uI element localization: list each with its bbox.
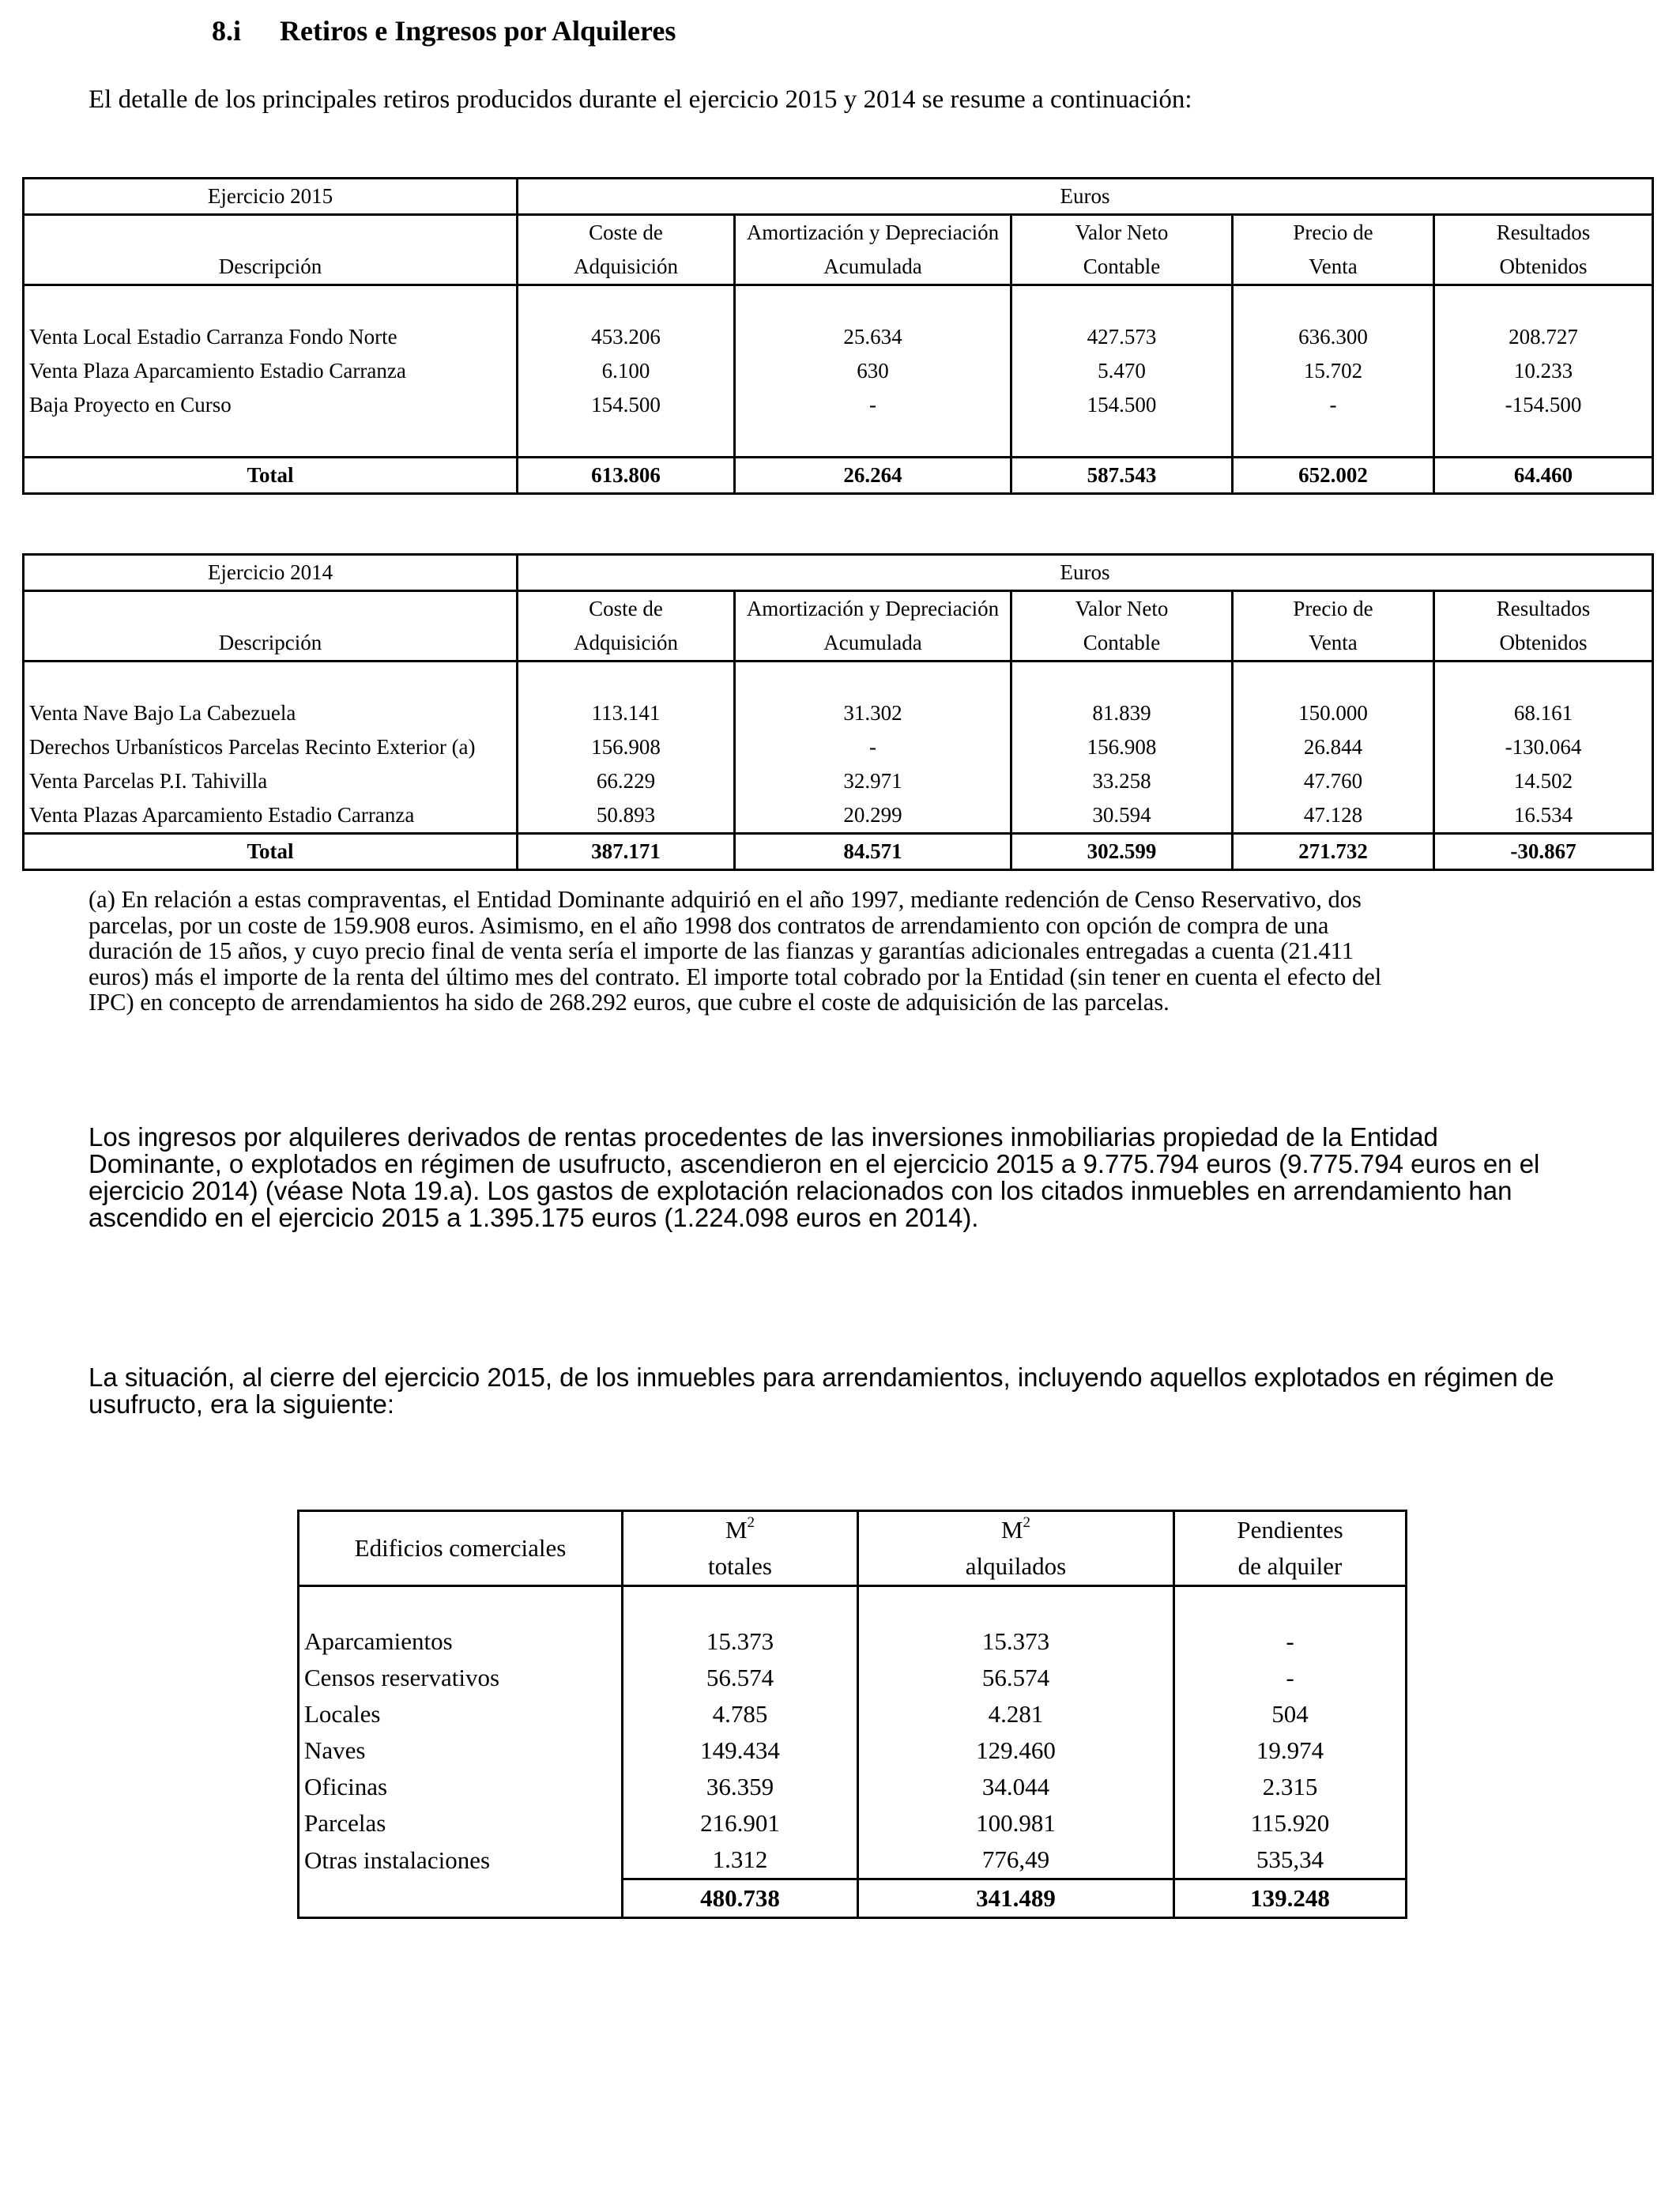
descripcion-header: Descripción: [24, 250, 518, 285]
table-row: Naves 149.434 129.460 19.974: [299, 1732, 1407, 1769]
col-header: Amortización y Depreciación: [735, 591, 1011, 627]
col-header: Obtenidos: [1434, 626, 1653, 662]
euros-header: Euros: [518, 179, 1653, 215]
col-header: Resultados: [1434, 215, 1653, 251]
rental-income-paragraph: Los ingresos por alquileres derivados de rentas procedentes de las inversiones inmobiliarias propiedad de la Entidad Dominante, o explotados en régimen de usufructo, ascendieron en el ejercicio 2015 a 9.775.794 euros (9.775.794 euros en el ejercicio 2014) (véase Nota 19.a). Los gastos de explotación relacionados con los citados inmuebles en arrendamiento han ascendido en el ejercicio 2015 a 1.395.175 euros (1.224.098 euros en 2014).: [89, 1122, 1540, 1232]
col-header: Pendientes: [1174, 1511, 1407, 1549]
table-row: Baja Proyecto en Curso 154.500 - 154.500 - -154.500: [24, 388, 1653, 422]
section-title: [212, 14, 676, 47]
total-row: 480.738 341.489 139.248: [299, 1879, 1407, 1918]
table-row: Venta Local Estadio Carranza Fondo Norte 453.206 25.634 427.573 636.300 208.727: [24, 320, 1653, 354]
intro-text: El detalle de los principales retiros producidos durante el ejercicio 2015 y 2014 se resume a continuación:: [89, 85, 1192, 114]
descripcion-header: Descripción: [24, 626, 518, 662]
col-header: Venta: [1233, 626, 1434, 662]
col-header: Adquisición: [518, 250, 735, 285]
table-row: Censos reservativos 56.574 56.574 -: [299, 1660, 1407, 1696]
total-row: Total 613.806 26.264 587.543 652.002 64.460: [24, 458, 1653, 494]
footnote: (a) En relación a estas compraventas, el Entidad Dominante adquirió en el año 1997, mediante redención de Censo Reservativo, dos parcelas, por un coste de 159.908 euros. Asimismo, en el año 1998 dos contratos de arrendamiento con opción de compra de una duración de 15 años, y cuyo precio final de venta sería el importe de las fianzas y garantías adicionales entregadas a cuenta (21.411 euros) más el importe de la renta del último mes del contrato. El importe total cobrado por la Entidad (sin tener en cuenta el efecto del IPC) en concepto de arrendamientos ha sido de 268.292 euros, que cubre el coste de adquisición de las parcelas.: [89, 886, 1382, 1016]
col-header: Resultados: [1434, 591, 1653, 627]
situation-paragraph: La situación, al cierre del ejercicio 2015, de los inmuebles para arrendamientos, incluyendo aquellos explotados en régimen de usufructo, era la siguiente:: [89, 1363, 1554, 1419]
col-header: Valor Neto: [1011, 215, 1233, 251]
ejercicio-label: Ejercicio 2015: [24, 179, 518, 215]
col-header: Valor Neto: [1011, 591, 1233, 627]
table-row: Otras instalaciones 1.312 776,49 535,34: [299, 1842, 1407, 1879]
table-row: Oficinas 36.359 34.044 2.315: [299, 1769, 1407, 1805]
col-header: totales: [623, 1548, 858, 1586]
col-header: $M^2$: [623, 1511, 858, 1549]
col-header: de alquiler: [1174, 1548, 1407, 1586]
col-header: Obtenidos: [1434, 250, 1653, 285]
table-2015: [22, 177, 1654, 495]
col-header: Venta: [1233, 250, 1434, 285]
col-header: $M^2$: [858, 1511, 1174, 1549]
col-header: Acumulada: [735, 626, 1011, 662]
buildings-table: [297, 1510, 1407, 1919]
col-header: Acumulada: [735, 250, 1011, 285]
col-header: Precio de: [1233, 215, 1434, 251]
col-header: Precio de: [1233, 591, 1434, 627]
ejercicio-label: Ejercicio 2014: [24, 555, 518, 591]
table-row: Venta Plazas Aparcamiento Estadio Carranza 50.893 20.299 30.594 47.128 16.534: [24, 798, 1653, 834]
euros-header: Euros: [518, 555, 1653, 591]
col-header: Coste de: [518, 591, 735, 627]
table-row: Venta Parcelas P.I. Tahivilla 66.229 32.971 33.258 47.760 14.502: [24, 764, 1653, 798]
col-header: alquilados: [858, 1548, 1174, 1586]
col-header: Contable: [1011, 250, 1233, 285]
table-2014: [22, 553, 1654, 871]
table-row: Venta Nave Bajo La Cabezuela 113.141 31.302 81.839 150.000 68.161: [24, 696, 1653, 730]
edificios-header: Edificios comerciales: [299, 1511, 623, 1586]
table-row: Parcelas 216.901 100.981 115.920: [299, 1805, 1407, 1842]
table-row: Locales 4.785 4.281 504: [299, 1696, 1407, 1732]
total-row: Total 387.171 84.571 302.599 271.732 -30.867: [24, 834, 1653, 870]
section-title-text: Retiros e Ingresos por Alquileres: [280, 15, 676, 47]
table-row: Venta Plaza Aparcamiento Estadio Carranza 6.100 630 5.470 15.702 10.233: [24, 354, 1653, 388]
col-header: Coste de: [518, 215, 735, 251]
col-header: Amortización y Depreciación: [735, 215, 1011, 251]
col-header: Adquisición: [518, 626, 735, 662]
section-number: 8.i: [212, 15, 242, 47]
col-header: Contable: [1011, 626, 1233, 662]
table-row: Aparcamientos 15.373 15.373 -: [299, 1623, 1407, 1660]
table-row: Derechos Urbanísticos Parcelas Recinto Exterior (a) 156.908 - 156.908 26.844 -130.064: [24, 730, 1653, 764]
